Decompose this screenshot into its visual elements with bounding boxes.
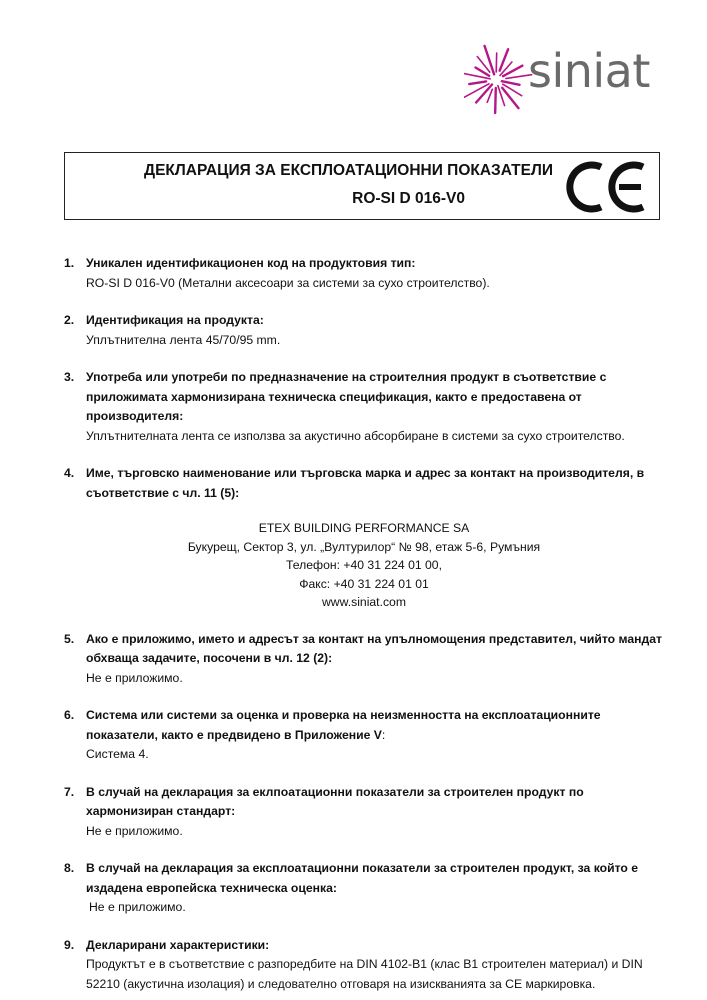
section-heading: Уникален идентификационен код на продуктовия тип: xyxy=(86,256,416,270)
logo-wordmark: siniat xyxy=(528,44,650,98)
section-number: 8. xyxy=(64,861,75,876)
title-box xyxy=(64,152,660,220)
burst-ray xyxy=(487,89,492,102)
section-1 xyxy=(64,254,664,293)
burst-ray xyxy=(503,66,522,77)
heading-colon: : xyxy=(381,727,386,742)
section-number: 2. xyxy=(64,313,75,327)
siniat-logo xyxy=(464,40,664,118)
manufacturer-contact xyxy=(64,519,664,612)
section-heading: Употреба или употреби по предназначение на строителния продукт в съответствие с приложимата хармонизирана техническа спецификация, както е предоставена от производителя: xyxy=(86,370,607,423)
section-body: RO-SI D 016-V0 (Метални аксесоари за системи за сухо строителство). xyxy=(86,275,490,290)
company-name: ETEX BUILDING PERFORMANCE SA xyxy=(258,521,470,535)
section-5 xyxy=(64,630,664,689)
section-body: Продуктът е в съответствие с разпоредбите на DIN 4102-B1 (клас B1 строителен материал) и DIN 52210 (акустична изолация) и следователно отговаря на изискванията за CE маркировка. xyxy=(86,957,643,991)
section-heading: В случай на декларация за експлоатационни показатели за строителен продукт, за който е издадена европейска техническа оценка: xyxy=(86,861,639,895)
section-7 xyxy=(64,783,664,842)
company-phone: Телефон: +40 31 224 01 00, xyxy=(286,558,442,573)
section-number: 5. xyxy=(64,631,75,646)
ce-mark-icon xyxy=(561,159,653,215)
section-body: Уплътнителната лента се използва за акустично абсорбиране в системи за сухо строителство. xyxy=(86,428,625,443)
section-6 xyxy=(64,706,664,765)
section-body: Уплътнителна лента 45/70/95 mm. xyxy=(86,332,281,347)
section-number: 1. xyxy=(64,256,75,270)
section-heading: Система или системи за оценка и проверка на неизменността на експлоатационните показатели, както е предвидено в Приложение V xyxy=(86,708,601,742)
burst-ray xyxy=(485,46,495,74)
section-number: 4. xyxy=(64,466,75,480)
section-3 xyxy=(64,368,664,446)
section-4 xyxy=(64,464,664,503)
burst-ray xyxy=(495,88,496,113)
section-body: Система 4. xyxy=(86,747,149,762)
section-2 xyxy=(64,311,664,350)
section-9 xyxy=(64,936,664,995)
section-heading: Декларирани характеристики: xyxy=(86,937,270,952)
declaration-sections xyxy=(64,254,664,994)
section-heading: Име, търговско наименование или търговска марка и адрес за контакт на производителя, в съответствие с чл. 11 (5): xyxy=(86,466,645,500)
section-body: Не е приложимо. xyxy=(86,823,183,838)
company-address: Букурещ, Сектор 3, ул. „Вултурилор“ № 98, етаж 5-6, Румъния xyxy=(187,539,541,554)
section-body: Не е приложимо. xyxy=(86,670,183,685)
document-title: ДЕКЛАРАЦИЯ ЗА ЕКСПЛОАТАЦИОННИ ПОКАЗАТЕЛИ xyxy=(144,162,553,179)
company-website: www.siniat.com xyxy=(322,595,406,610)
section-body: Не е приложимо. xyxy=(89,900,186,915)
section-8 xyxy=(64,859,664,918)
burst-ray xyxy=(469,81,486,84)
document-code: RO-SI D 016-V0 xyxy=(352,190,465,207)
starburst-icon xyxy=(464,40,534,118)
section-number: 3. xyxy=(64,370,75,384)
section-heading: Ако е приложимо, името и адресът за контакт на упълномощения представител, чийто мандат обхваща задачите, посочени в чл. 12 (2): xyxy=(86,631,662,666)
burst-ray xyxy=(502,81,520,85)
section-number: 6. xyxy=(64,708,75,723)
section-heading: В случай на декларация за еклпоатационни показатели за строителен продукт по хармонизиран стандарт: xyxy=(86,784,584,819)
company-fax: Факс: +40 31 224 01 01 xyxy=(299,576,429,591)
section-number: 7. xyxy=(64,784,75,799)
section-number: 9. xyxy=(64,937,75,952)
section-heading: Идентификация на продукта: xyxy=(86,313,264,327)
